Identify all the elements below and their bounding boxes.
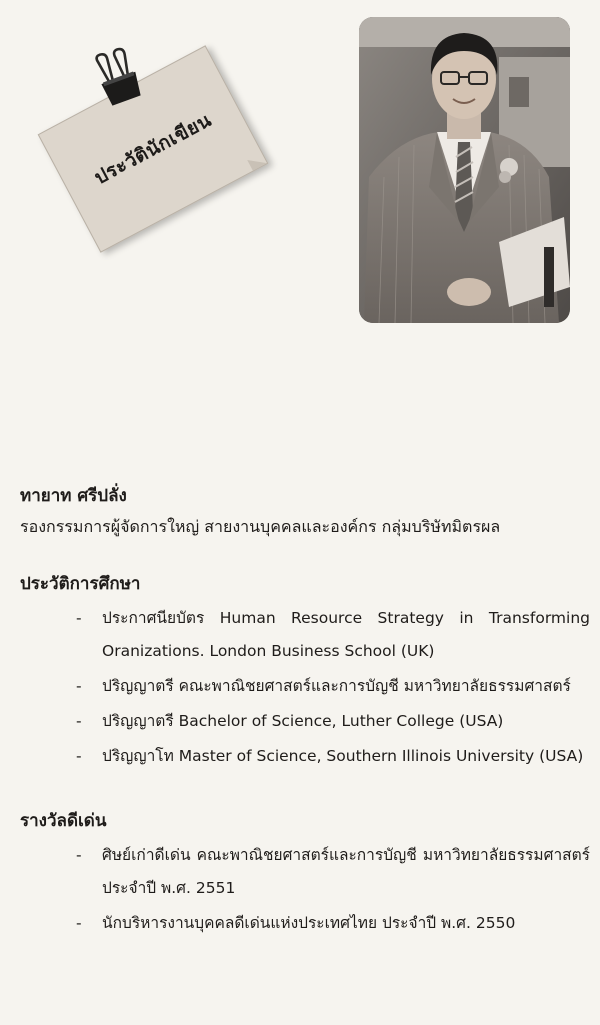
- card-label: ประวัตินักเขียน: [90, 108, 216, 190]
- card-fold: [247, 153, 267, 171]
- list-item: [20, 602, 590, 668]
- list-item: [20, 670, 590, 703]
- education-list: [20, 602, 590, 773]
- list-dash: -: [76, 609, 82, 627]
- list-dash: -: [76, 712, 82, 730]
- list-item: [20, 740, 590, 773]
- awards-title: รางวัลดีเด่น: [20, 811, 107, 831]
- list-item: [20, 705, 590, 738]
- list-dash: -: [76, 914, 82, 932]
- list-item-text: ปริญญาตรี คณะพาณิชยศาสตร์และการบัญชี มหาวิทยาลัยธรรมศาสตร์: [102, 677, 571, 695]
- education-title: ประวัติการศึกษา: [20, 574, 141, 594]
- list-item: [20, 839, 590, 905]
- list-dash: -: [76, 846, 82, 864]
- note-card: [38, 45, 269, 253]
- list-dash: -: [76, 677, 82, 695]
- list-dash: -: [76, 747, 82, 765]
- list-item-text: ปริญญาโท Master of Science, Southern Illinois University (USA): [102, 747, 584, 765]
- author-profile-card: [48, 40, 258, 230]
- list-item-text: ปริญญาตรี Bachelor of Science, Luther College (USA): [102, 712, 504, 730]
- list-item-text: ศิษย์เก่าดีเด่น คณะพาณิชยศาสตร์และการบัญชี มหาวิทยาลัยธรรมศาสตร์ ประจำปี พ.ศ. 2551: [102, 846, 590, 897]
- profile-content: [20, 482, 590, 940]
- author-name: ทายาท ศรีปลั่ง: [20, 486, 127, 506]
- list-item-text: นักบริหารงานบุคคลดีเด่นแห่งประเทศไทย ประจำปี พ.ศ. 2550: [102, 914, 516, 932]
- list-item: [20, 907, 590, 940]
- author-photo: [359, 17, 570, 323]
- list-item-text: ประกาศนียบัตร Human Resource Strategy in Transforming Oranizations. London Business School (UK): [102, 609, 590, 660]
- author-position: รองกรรมการผู้จัดการใหญ่ สายงานบุคคลและองค์กร กลุ่มบริษัทมิตรผล: [20, 517, 501, 536]
- awards-list: [20, 839, 590, 940]
